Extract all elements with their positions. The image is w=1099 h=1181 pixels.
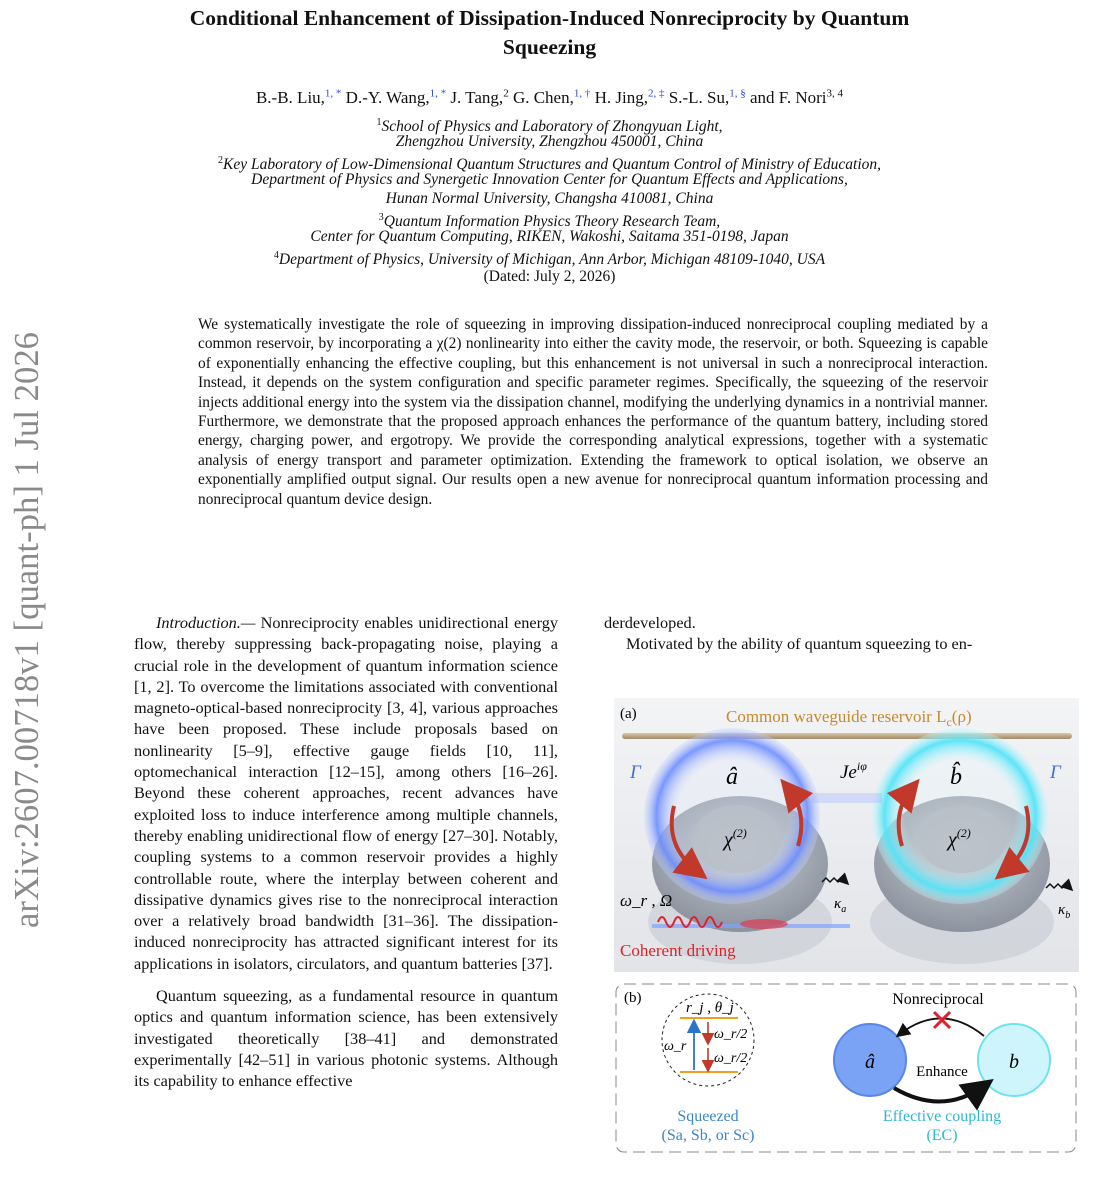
panel-a-label: (a) [620, 706, 637, 722]
right-col-line-2: Motivated by the ability of quantum squeezing to en- [626, 634, 973, 654]
nonreciprocal-label: Nonreciprocal [892, 991, 984, 1008]
affiliation-2: $^2$Key Laboratory of Low-Dimensional Quantum Structures and Quantum Control of Ministry of Education, [217, 155, 882, 174]
node-a-label: â [865, 1051, 875, 1073]
drive-params: ω_r , Ω [620, 891, 673, 910]
kappa-a-label: $\kappa_a$ [834, 896, 847, 915]
arxiv-stamp [6, 330, 46, 930]
affiliation-2-line-3: Hunan Normal University, Changsha 410081, China [385, 190, 714, 207]
intro-paragraph-1: Introduction.— Nonreciprocity enables unidirectional energy flow, thereby suppressing back-propagating noise, playing a crucial role in the development of quantum information science [1, 2]. To overcome the limitations associated with conventional magneto-optical-based nonreciprocity [3, 4], various approaches have been proposed. These include proposals based on nonlinearity [5–9], effective gauge fields [10, 11], optomechanical interaction [12–15], among others [16–26]. Beyond these coherent approaches, recent advances have exploited loss to induce interference among multiple channels, thereby enabling unidirectional flow of energy [27–30]. Notably, coupling systems to a common reservoir provides a highly controllable route, where the interplay between coherent and dissipative dynamics gives rise to the nonreciprocal interaction over a relatively broad bandwidth [31–36]. The dissipation-induced nonreciprocity has attracted significant interest for its applications in isolators, circulators, and quantum batteries [37]. [134, 613, 558, 973]
chi-b-label: $\chi^{(2)}$ [948, 826, 971, 851]
intro-heading: Introduction.— [156, 613, 256, 632]
effective-coupling-label: Effective coupling [882, 1108, 1002, 1125]
author: G. Chen,$^{1, \dagger}$ [512, 87, 591, 107]
right-col-line-1: derdeveloped. [604, 613, 696, 632]
panel-a [614, 698, 1079, 972]
coupling-label: $Je^{i\varphi}$ [840, 759, 867, 783]
omega-r-label: ω_r [664, 1039, 687, 1054]
paper-title [0, 4, 1099, 62]
right-column [604, 612, 1074, 655]
title-line-1: Conditional Enhancement of Dissipation-Induced Nonreciprocity by Quantum [189, 6, 910, 30]
chi-a-label: $\chi^{(2)}$ [724, 826, 747, 851]
affiliation-2-line-2: Department of Physics and Synergetic Innovation Center for Quantum Effects and Applications, [251, 171, 848, 188]
affiliation-3: $^3$Quantum Information Physics Theory Research Team, [378, 212, 721, 231]
rj-theta-label: r_j , θ_j [686, 1000, 734, 1016]
ec-label: (EC) [926, 1127, 958, 1144]
author-list [0, 87, 1099, 108]
figure-1 [612, 696, 1082, 1166]
author: and F. Nori$^{3, 4}$ [749, 87, 844, 107]
author: J. Tang,$^2$ [450, 87, 509, 107]
waveguide-reservoir [622, 733, 1072, 739]
affiliation-1: $^1$School of Physics and Laboratory of Zhongyuan Light, [376, 117, 723, 136]
intro-column [134, 612, 558, 1092]
node-b-label: b [1009, 1051, 1019, 1073]
blocked-x-icon [934, 1012, 950, 1028]
affiliation-4: $^4$Department of Physics, University of Michigan, Ann Arbor, Michigan 48109-1040, USA [273, 250, 826, 269]
reservoir-label: Common waveguide reservoir $L_c(\rho)$ [726, 707, 972, 729]
gamma-right: Γ [1050, 762, 1061, 783]
omega-half-2: ω_r/2 [714, 1051, 748, 1066]
date-line: (Dated: July 2, 2026) [483, 268, 616, 285]
squeezed-options: (Sa, Sb, or Sc) [661, 1127, 755, 1144]
intro-paragraph-2: Quantum squeezing, as a fundamental resource in quantum optics and quantum information science, has been extensively investigated theoretically [38–41] and demonstrated experimentally [42–51] in various photonic systems. Although its capability to enhance effective [134, 986, 558, 1091]
author: D.-Y. Wang,$^{1, *}$ [345, 87, 447, 107]
squeezed-label: Squeezed [677, 1108, 739, 1125]
author: B.-B. Liu,$^{1, *}$ [255, 87, 342, 107]
kappa-b-label: $\kappa_b$ [1058, 902, 1071, 921]
affiliation-1-line-2: Zhengzhou University, Zhengzhou 450001, China [395, 133, 704, 150]
abstract [198, 315, 988, 509]
author: S.-L. Su,$^{1, \S}$ [668, 87, 746, 107]
abstract-text: We systematically investigate the role of squeezing in improving dissipation-induced nonreciprocal coupling mediated by a common reservoir, by incorporating a χ(2) nonlinearity into either the cavity mode, the reservoir, or both. Squeezing is capable of exponentially enhancing the effective coupling, but this enhancement is not universal in such a nonreciprocal interaction. Instead, it depends on the system configuration and specific parameter regimes. Specifically, the squeezing of the reservoir injects additional energy into the system via the dissipation channel, modifying the underlying dynamics in a nontrivial manner. Furthermore, we demonstrate that the proposed approach enhances the performance of the quantum battery, including stored energy, charging power, and ergotropy. We provide the corresponding analytical expressions, together with a systematic analysis of energy transport and parameter optimization. Extending the framework to optical isolation, we observe an exponentially amplified output signal. Our results open a new avenue for nonreciprocal quantum information processing and nonreciprocal quantum device design. [198, 316, 988, 508]
panel-b-label: (b) [624, 990, 642, 1006]
enhance-arrow [894, 1086, 984, 1102]
affiliation-3-line-2: Center for Quantum Computing, RIKEN, Wakoshi, Saitama 351-0198, Japan [310, 228, 789, 245]
panel-b [616, 984, 1076, 1152]
author: H. Jing,$^{2, \ddagger}$ [594, 87, 665, 107]
omega-half-1: ω_r/2 [714, 1027, 748, 1042]
coherent-driving-label: Coherent driving [620, 941, 736, 960]
gamma-left: Γ [630, 762, 641, 783]
title-line-2: Squeezing [502, 35, 597, 59]
mode-a-label: â [726, 764, 738, 790]
enhance-label: Enhance [916, 1064, 968, 1080]
mode-b-label: b̂ [950, 764, 962, 790]
arxiv-id: arXiv:2607.00718v1 [quant-ph] 1 Jul 2026 [7, 330, 46, 928]
